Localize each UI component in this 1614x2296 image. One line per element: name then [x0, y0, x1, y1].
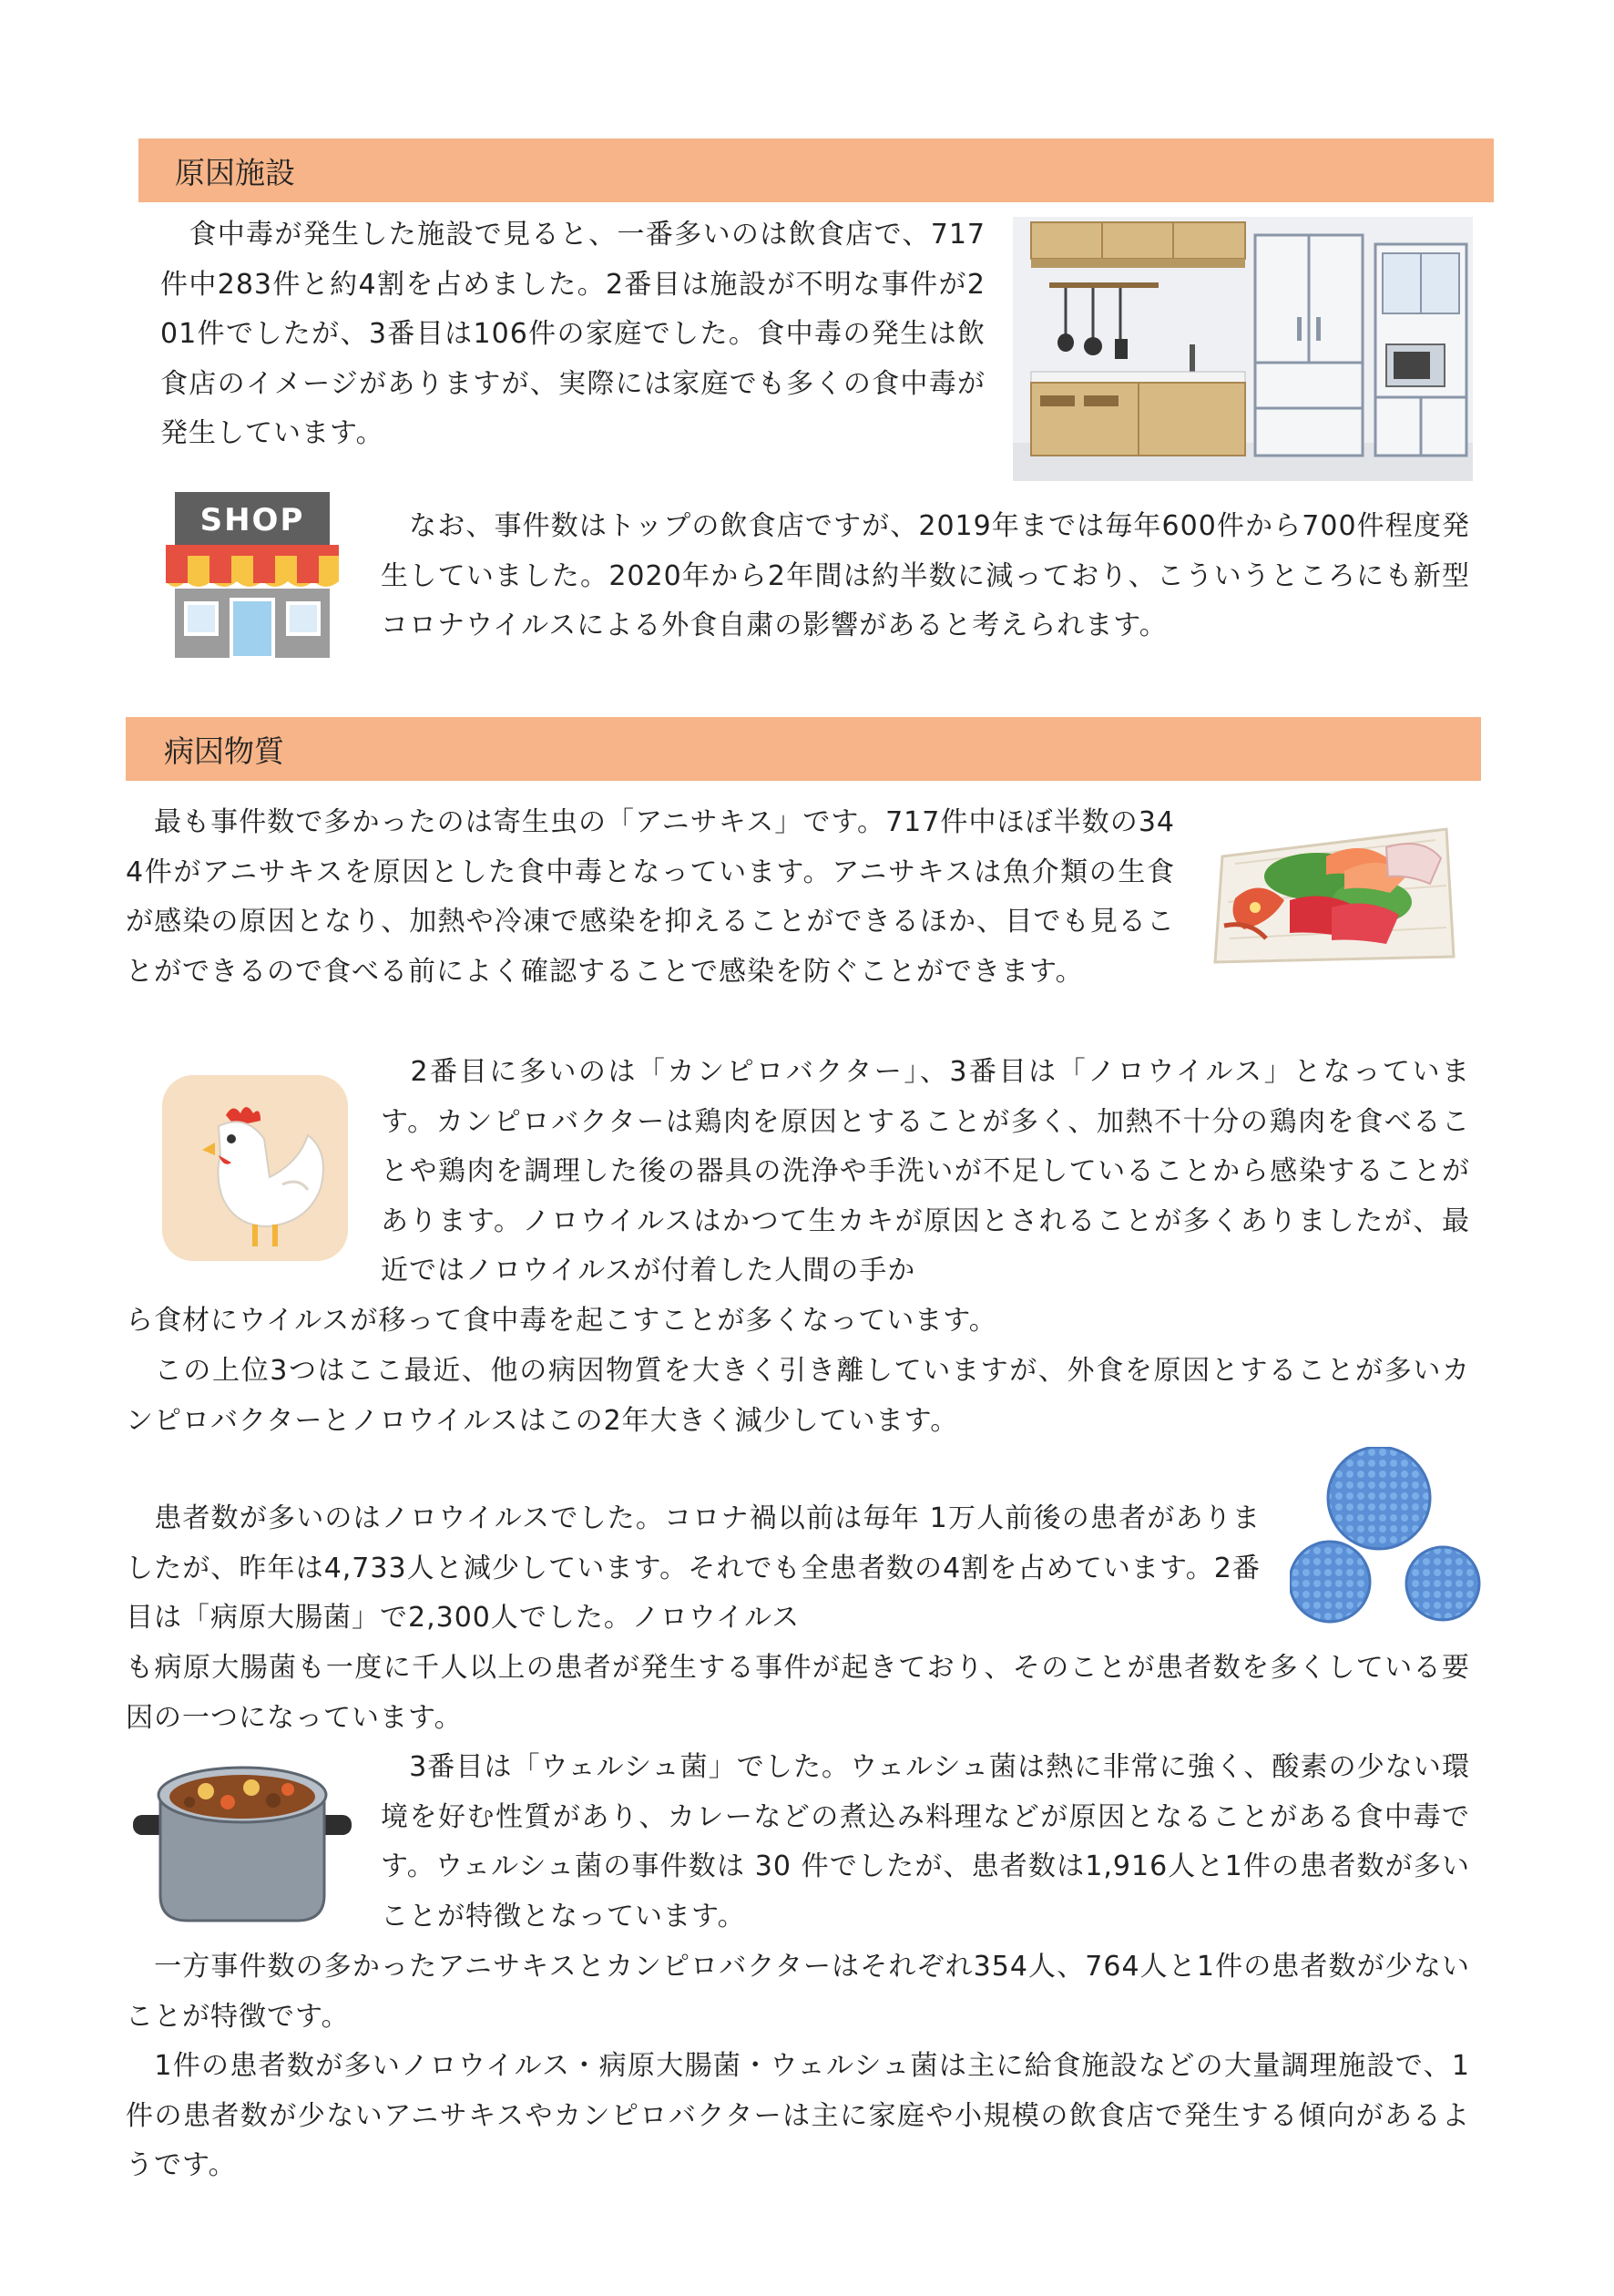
paragraph-substance-5: 3番目は「ウェルシュ菌」でした。ウェルシュ菌は熱に非常に強く、酸素の少ない環境を好む性質があり、カレーなどの煮込み料理などが原因となることがある食中毒です。ウェルシュ菌の事件数は 30 件でしたが、患者数は1,916人と1件の患者数が多いことが特徴となっています。 — [381, 1751, 1470, 1932]
section-header-facility — [138, 138, 1494, 202]
virus-illustration-icon — [1290, 1447, 1481, 1629]
paragraph-substance-6: 一方事件数の多かったアニサキスとカンピロバクターはそれぞれ354人、764人と1件の患者数が少ないことが特徴です。 — [126, 1951, 1470, 2033]
paragraph-substance-2-continued: ら食材にウイルスが移って食中毒を起こすことが多くなっています。 — [126, 1305, 997, 1337]
sashimi-illustration-icon — [1208, 820, 1461, 971]
paragraph-substance-4: 患者数が多いのはノロウイルスでした。コロナ禍以前は毎年 1万人前後の患者がありましたが、昨年は4,733人と減少しています。それでも全患者数の4割を占めています。2番目は「病原大腸菌」で2,300人でした。ノロウイルス — [126, 1502, 1261, 1634]
paragraph-substance-1: 最も事件数で多かったのは寄生虫の「アニサキス」です。717件中ほぼ半数の344件がアニサキスを原因とした食中毒となっています。アニサキスは魚介類の生食が感染の原因となり、加熱や冷凍で感染を抑えることができるほか、目でも見ることができるので食べる前によく確認することで感染を防ぐことができます。 — [126, 806, 1175, 988]
paragraph-substance-3: この上位3つはここ最近、他の病因物質を大きく引き離していますが、外食を原因とすることが多いカンピロバクターとノロウイルスはこの2年大きく減少しています。 — [126, 1355, 1470, 1437]
paragraph-substance-2: 2番目に多いのは「カンピロバクター」、3番目は「ノロウイルス」となっています。カンピロバクターは鶏肉を原因とすることが多く、加熱不十分の鶏肉を食べることや鶏肉を調理した後の器具の洗浄や手洗いが不足していることから感染することがあります。ノロウイルスはかつて生カキが原因とされることが多くありましたが、最近ではノロウイルスが付着した人間の手か — [381, 1056, 1470, 1286]
chicken-illustration-icon — [162, 1075, 348, 1261]
section-title: 病因物質 — [164, 733, 284, 769]
section-header-substance — [126, 717, 1481, 781]
kitchen-illustration-icon — [1013, 217, 1473, 481]
section-title: 原因施設 — [175, 155, 295, 190]
paragraph-substance-7: 1件の患者数が多いノロウイルス・病原大腸菌・ウェルシュ菌は主に給食施設などの大量調理施設で、1件の患者数が少ないアニサキスやカンピロバクターは主に家庭や小規模の飲食店で発生する傾向があるようです。 — [126, 2050, 1470, 2181]
stew-pot-illustration-icon — [133, 1758, 352, 1924]
paragraph-facility-1: 食中毒が発生した施設で見ると、一番多いのは飲食店で、717件中283件と約4割を占めました。2番目は施設が不明な事件が201件でしたが、3番目は106件の家庭でした。食中毒の発生は飲食店のイメージがありますが、実際には家庭でも多くの食中毒が発生しています。 — [160, 219, 986, 449]
paragraph-substance-4-continued: も病原大腸菌も一度に千人以上の患者が発生する事件が起きており、そのことが患者数を多くしている要因の一つになっています。 — [126, 1652, 1470, 1734]
paragraph-facility-2: なお、事件数はトップの飲食店ですが、2019年までは毎年600件から700件程度発生していました。2020年から2年間は約半数に減っており、こういうところにも新型コロナウイルスによる外食自粛の影響があると考えられます。 — [381, 510, 1470, 641]
shop-sign-text: SHOP — [199, 502, 305, 538]
shop-illustration-icon — [162, 492, 342, 658]
